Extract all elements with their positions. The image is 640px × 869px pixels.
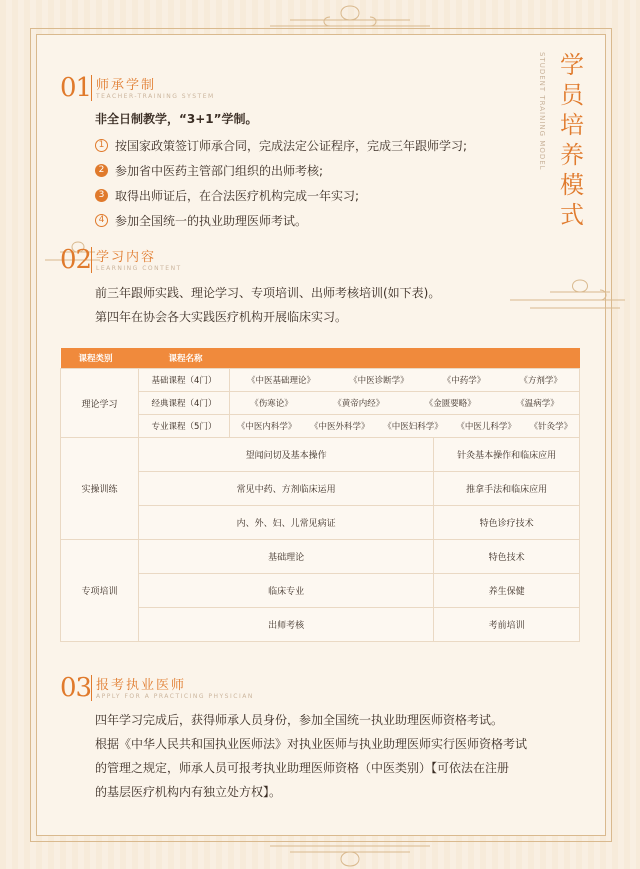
theory-sub-1: 基础课程（4门） (139, 369, 230, 392)
category-special: 专项培训 (61, 540, 139, 642)
section-3-line-1: 四年学习完成后，获得师承人员身份，参加全国统一执业助理医师资格考试。 (95, 713, 504, 727)
book: 《中医诊断学》 (349, 376, 409, 386)
section-2-line-2: 第四年在协会各大实践医疗机构开展临床实习。 (95, 310, 348, 324)
section-1-subtitle: TEACHER-TRAINING SYSTEM (96, 93, 215, 100)
book: 《伤寒论》 (250, 399, 293, 409)
theory-books-1 (230, 369, 580, 392)
special-cell: 临床专业 (139, 574, 434, 608)
book: 《中医内科学》 (236, 422, 297, 432)
item-2-text: 参加省中医药主管部门组织的出师考核; (115, 164, 324, 178)
section-1-lead: 非全日制教学，“3+1”学制。 (95, 112, 258, 126)
table-header-category: 课程类别 (61, 348, 139, 369)
cloud-ornament-top (250, 0, 450, 34)
book: 《黄帝内经》 (333, 399, 385, 409)
category-practice: 实操训练 (61, 438, 139, 540)
book: 《中药学》 (442, 376, 486, 386)
book: 《中医外科学》 (310, 422, 370, 432)
theory-sub-3: 专业课程（5门） (139, 415, 230, 438)
section-1-title: 师承学制 (96, 78, 157, 93)
section-3-line-4: 的基层医疗机构内有独立处方权】。 (95, 785, 282, 799)
vertical-subtitle: STUDENT TRAINING MODEL (538, 52, 546, 171)
course-table (60, 348, 580, 642)
theory-books-2 (230, 392, 580, 415)
cloud-ornament-right (500, 270, 630, 320)
section-3-divider (91, 675, 92, 701)
item-2-number: 2 (95, 164, 108, 177)
book: 《金匮要略》 (424, 399, 476, 409)
theory-books-3 (230, 415, 580, 438)
section-3-subtitle: APPLY FOR A PRACTICING PHYSICIAN (96, 693, 254, 700)
category-theory: 理论学习 (61, 369, 139, 438)
book: 《中医妇科学》 (383, 422, 443, 432)
practice-cell: 望闻问切及基本操作 (139, 438, 434, 472)
item-4-text: 参加全国统一的执业助理医师考试。 (115, 214, 308, 228)
item-1-number: 1 (95, 139, 108, 152)
section-3-number: 03 (60, 673, 92, 703)
special-cell: 特色技术 (434, 540, 580, 574)
special-cell: 考前培训 (434, 608, 580, 642)
section-2-line-1: 前三年跟师实践、理论学习、专项培训、出师考核培训(如下表)。 (95, 286, 441, 300)
section-3-paragraph (95, 708, 565, 804)
section-3-line-2: 根据《中华人民共和国执业医师法》对执业医师与执业助理医师实行医师资格考试 (95, 737, 528, 751)
book: 《方剂学》 (519, 376, 562, 386)
special-cell: 养生保健 (434, 574, 580, 608)
special-cell: 基础理论 (139, 540, 434, 574)
special-cell: 出师考核 (139, 608, 434, 642)
section-3-title: 报考执业医师 (96, 678, 187, 693)
practice-cell: 推拿手法和临床应用 (434, 472, 580, 506)
section-1-number: 01 (60, 73, 92, 103)
section-3-line-3: 的管理之规定，师承人员可报考执业助理医师资格（中医类别）【可依法在注册 (95, 761, 510, 775)
cloud-ornament-bottom (250, 838, 450, 869)
book: 《针灸学》 (529, 422, 573, 432)
practice-cell: 特色诊疗技术 (434, 506, 580, 540)
practice-cell: 针灸基本操作和临床应用 (434, 438, 580, 472)
table-header-course: 课程名称 (139, 348, 580, 369)
section-2-number: 02 (60, 245, 92, 275)
theory-sub-2: 经典课程（4门） (139, 392, 230, 415)
practice-cell: 内、外、妇、儿常见病证 (139, 506, 434, 540)
item-3-text: 取得出师证后，在合法医疗机构完成一年实习; (115, 189, 360, 203)
book: 《温病学》 (516, 399, 559, 409)
book: 《中医基础理论》 (247, 376, 316, 386)
section-2-title: 学习内容 (96, 250, 157, 265)
section-2-subtitle: LEARNING CONTENT (96, 265, 182, 272)
item-3-number: 3 (95, 189, 108, 202)
item-4-number: 4 (95, 214, 108, 227)
section-1-divider (91, 75, 92, 101)
section-2-divider (91, 247, 92, 273)
book: 《中医儿科学》 (456, 422, 516, 432)
item-1-text: 按国家政策签订师承合同，完成法定公证程序，完成三年跟师学习; (115, 139, 468, 153)
practice-cell: 常见中药、方剂临床运用 (139, 472, 434, 506)
vertical-title: 学 员 培 养 模 式 (560, 51, 586, 229)
